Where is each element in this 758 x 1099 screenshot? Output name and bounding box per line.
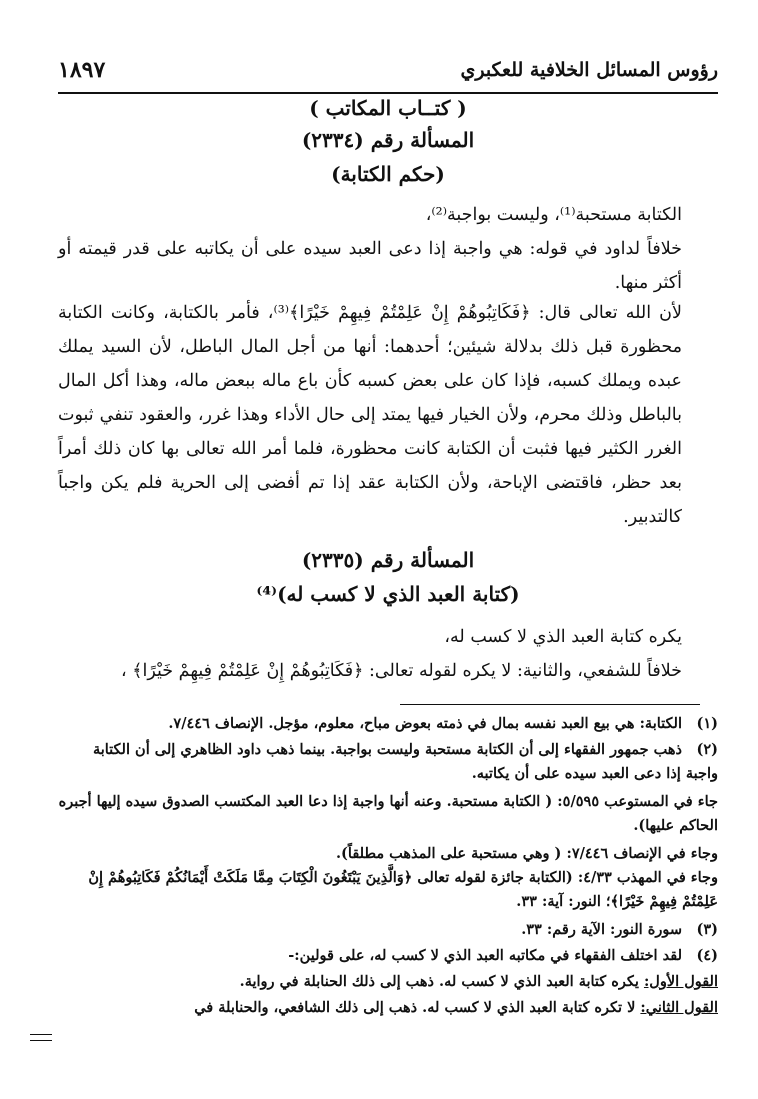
footnote-number: (٤) <box>696 947 718 964</box>
footnote-1 <box>58 712 718 736</box>
book-heading: ( كتــاب المكاتب ) <box>309 96 467 120</box>
paragraph-4: يكره كتابة العبد الذي لا كسب له، <box>444 627 682 647</box>
page-header <box>58 52 718 88</box>
footnote-text: ذهب جمهور الفقهاء إلى أن الكتابة مستحبة وليست بواجبة. بينما ذهب داود الظاهري إلى أن الكتابة واجبة إذا دعى العبد سيده على أن يكاتبه. <box>92 741 718 782</box>
footnote-separator <box>400 704 700 705</box>
continuation-mark <box>30 1034 52 1041</box>
footnote-number: (١) <box>696 715 718 732</box>
footnote-2-quote-2: وجاء في الإنصاف ٧/٤٤٦: ( وهي مستحبة على المذهب مطلقاً). <box>336 845 718 862</box>
opinion-text: يكره كتابة العبد الذي لا كسب له. ذهب إلى ذلك الحنابلة في رواية. <box>239 973 639 990</box>
footnote-text: لقد اختلف الفقهاء في مكاتبه العبد الذي لا كسب له، على قولين:- <box>288 947 682 964</box>
opinion-label: القول الثاني: <box>640 999 718 1016</box>
header-rule <box>58 92 718 94</box>
footnote-text: سورة النور: الآية رقم: ٣٣. <box>521 921 682 938</box>
page-number: ١٨٩٧ <box>58 57 106 83</box>
paragraph-3: لأن الله تعالى قال: ﴿فَكَاتِبُوهُمْ إِنْ عَلِمْتُمْ فِيهِمْ خَيْرًا﴾⁽³⁾، فأمر بالكتابة، وكانت الكتابة محظورة قبل ذلك بدلالة شيئين؛ أحدهما: أنها من أجل المال الباطل، لأن السيد يملك عبده ويملك كسبه، فإذا كان على بعض كسبه كأن باع ماله ببعض ماله، وهذا أكل المال بالباطل وذلك محرم، ولأن الخيار فيها يمتد إلى حال الأداء وهذا غرر، والعقود تنفي ثبوت الغرر الكثير فيها فثبت أن الكتابة كانت محظورة، فلما أمر الله تعالى بها كان ذلك أمراً بعد حظر، فاقتضى الإباحة، ولأن الكتابة عقد إذا تم أفضى إلى الحرية فلم يكن واجباً كالتدبير. <box>58 303 683 527</box>
paragraph-5: خلافاً للشفعي، والثانية: لا يكره لقوله تعالى: ﴿فَكَاتِبُوهُمْ إِنْ عَلِمْتُمْ فِيهِمْ خَيْرًا﴾ ، <box>121 661 682 681</box>
issue-heading-2335: المسألة رقم (٢٣٣٥) <box>301 548 475 572</box>
paragraph-2: خلافاً لداود في قوله: هي واجبة إذا دعى العبد سيده على أن يكاتبه على قدر قيمته أو أكثر منها. <box>58 239 682 293</box>
issue-title-2335: (كتابة العبد الذي لا كسب له)⁽⁴⁾ <box>256 582 520 606</box>
footnote-2-quote-3: وجاء في المهذب ٤/٣٣: (الكتابة جائزة لقوله تعالى ﴿وَالَّذِينَ يَبْتَغُونَ الْكِتَابَ مِمَّا مَلَكَتْ أَيْمَانُكُمْ فَكَاتِبُوهُمْ إِنْ عَلِمْتُمْ فِيهِمْ خَيْرًا﴾؛ النور: آية: ٣٣. <box>88 869 718 910</box>
footnote-3 <box>58 918 718 942</box>
issue-title-2334: (حكم الكتابة) <box>331 162 445 186</box>
footnote-2-quote-1: جاء في المستوعب ٥/٥٩٥: ( الكتابة مستحبة. وعنه أنها واجبة إذا دعا العبد المكتسب الصدوق سيده إليها أجبره الحاكم عليها). <box>58 793 718 834</box>
footnote-4-first-opinion <box>58 970 718 994</box>
footnote-4 <box>58 944 718 968</box>
footnote-number: (٣) <box>696 921 718 938</box>
running-title: رؤوس المسائل الخلافية للعكبري <box>460 59 718 81</box>
footnote-2 <box>58 738 718 786</box>
footnote-4-second-opinion <box>58 996 718 1020</box>
issue-heading-2334: المسألة رقم (٢٣٣٤) <box>301 128 475 152</box>
footnote-text: الكتابة: هي بيع العبد نفسه بمال في ذمته بعوض مباح، معلوم، مؤجل. الإنصاف ٧/٤٤٦. <box>168 715 682 732</box>
opinion-label: القول الأول: <box>643 973 718 990</box>
opinion-text: لا تكره كتابة العبد الذي لا كسب له. ذهب إلى ذلك الشافعي، والحنابلة في <box>194 999 636 1016</box>
paragraph-1: الكتابة مستحبة⁽¹⁾، وليست بواجبة⁽²⁾، <box>425 205 682 225</box>
footnote-number: (٢) <box>696 741 718 758</box>
